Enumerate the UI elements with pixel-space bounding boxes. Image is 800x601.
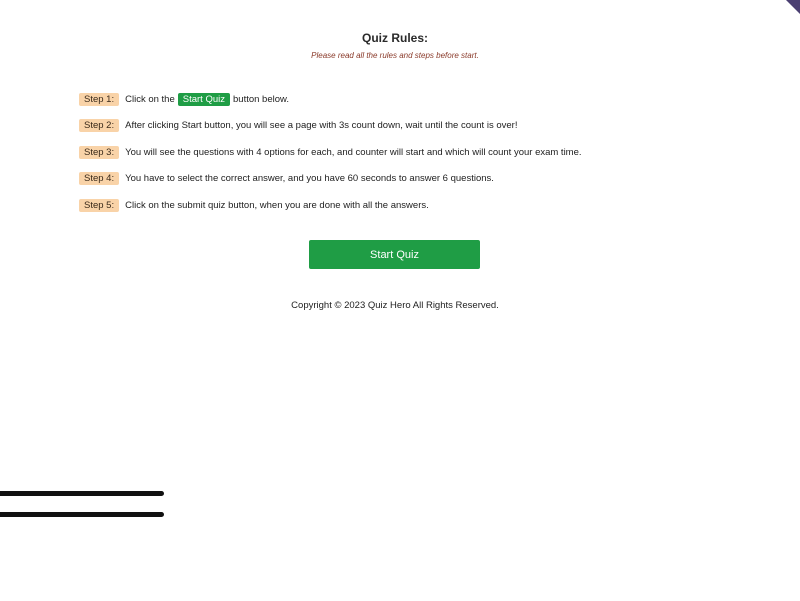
step-label: Step 4: (79, 172, 119, 185)
start-quiz-button[interactable]: Start Quiz (309, 240, 480, 269)
step-text: button below. (233, 93, 289, 105)
step-item-3 (79, 144, 789, 160)
page-subtitle: Please read all the rules and steps before start. (311, 51, 479, 60)
step-label: Step 1: (79, 93, 119, 106)
decorative-bar-top (0, 491, 164, 496)
step-item-2 (79, 118, 789, 134)
step-item-5 (79, 197, 789, 213)
step-text: After clicking Start button, you will see a page with 3s count down, wait until the count is over! (125, 120, 518, 131)
step-label: Step 5: (79, 199, 119, 212)
step-label: Step 3: (79, 146, 119, 159)
page-title: Quiz Rules: (361, 31, 428, 45)
step-text: Click on the (125, 93, 175, 105)
step-text: You will see the questions with 4 options for each, and counter will start and which will count your exam time. (125, 146, 582, 158)
step-item-1 (79, 91, 789, 107)
steps-list (79, 91, 789, 224)
inline-start-quiz-badge: Start Quiz (178, 93, 230, 106)
copyright-footer: Copyright © 2023 Quiz Hero All Rights Reserved. (291, 300, 499, 311)
step-item-4 (79, 171, 789, 187)
step-text: You have to select the correct answer, and you have 60 seconds to answer 6 questions. (125, 173, 494, 184)
decorative-bar-bottom (0, 512, 164, 517)
corner-decoration (786, 0, 800, 14)
step-label: Step 2: (79, 119, 119, 132)
step-text: Click on the submit quiz button, when you are done with all the answers. (125, 199, 429, 211)
